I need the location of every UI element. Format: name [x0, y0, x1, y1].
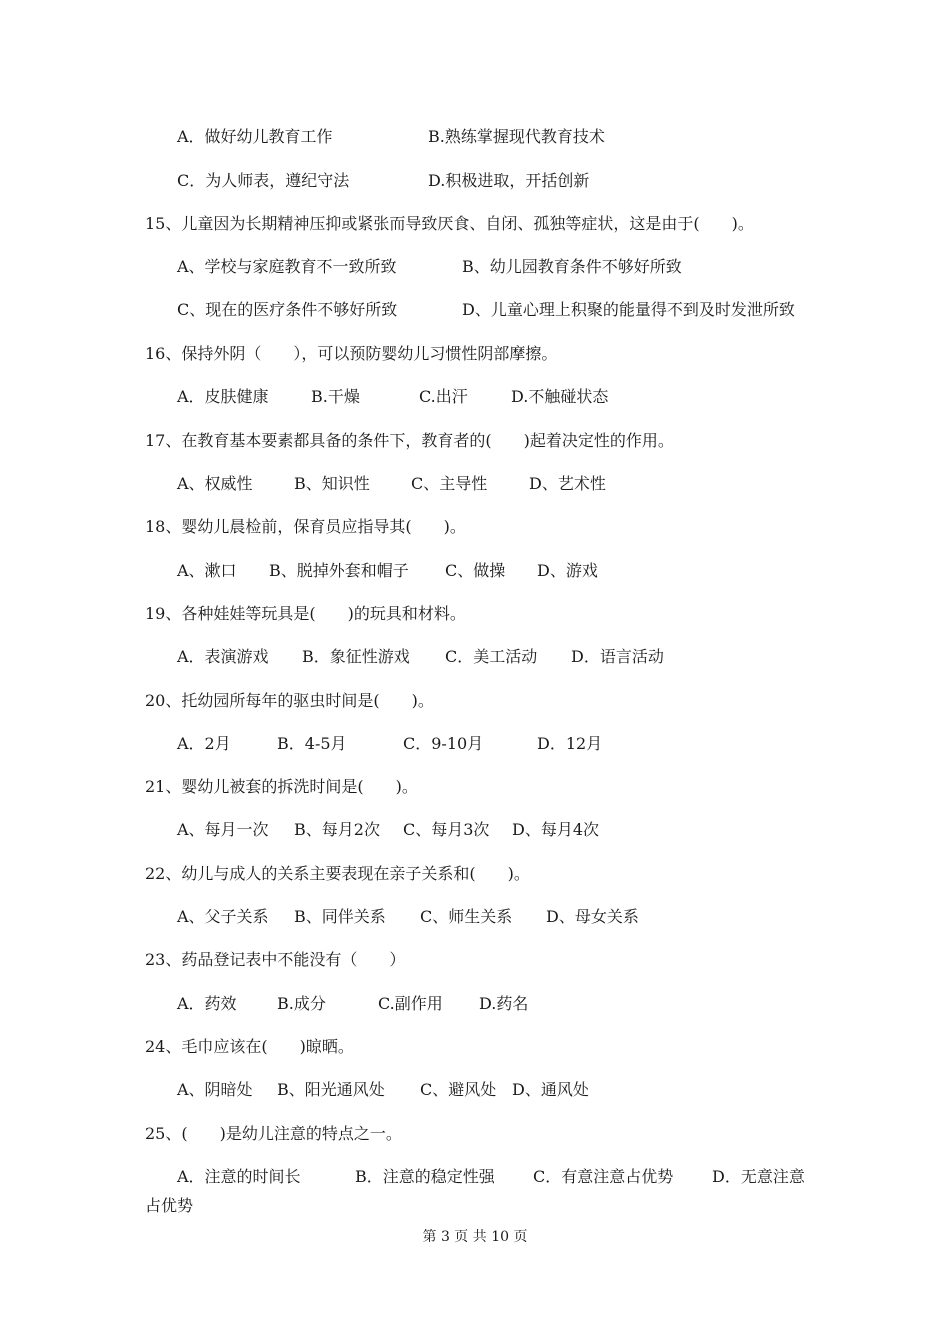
q25-option-c: C．有意注意占优势: [533, 1167, 674, 1186]
q18-option-b: B、脱掉外套和帽子: [269, 561, 409, 580]
q20-option-d: D．12月: [537, 734, 603, 753]
q25-stem: 25、( )是幼儿注意的特点之一。: [145, 1124, 402, 1143]
q22-option-c: C、师生关系: [420, 907, 513, 926]
q19-option-d: D．语言活动: [571, 647, 664, 666]
q15-stem: 15、儿童因为长期精神压抑或紧张而导致厌食、自闭、孤独等症状，这是由于( )。: [145, 214, 754, 233]
q24-option-d: D、通风处: [512, 1080, 589, 1099]
q24-option-c: C、避风处: [420, 1080, 497, 1099]
q25-option-b: B．注意的稳定性强: [355, 1167, 495, 1186]
q18-option-c: C、做操: [445, 561, 506, 580]
q19-stem: 19、各种娃娃等玩具是( )的玩具和材料。: [145, 604, 466, 623]
q15-option-b: B、幼儿园教育条件不够好所致: [462, 257, 682, 276]
q14-option-c: C．为人师表，遵纪守法: [177, 171, 350, 190]
q17-option-a: A、权威性: [177, 474, 253, 493]
q23-option-c: C.副作用: [378, 994, 443, 1013]
q21-option-b: B、每月2次: [294, 820, 380, 839]
q18-stem: 18、婴幼儿晨检前，保育员应指导其( )。: [145, 517, 466, 536]
page-number-footer: 第 3 页 共 10 页: [422, 1229, 528, 1245]
q16-stem: 16、保持外阴（ ），可以预防婴幼儿习惯性阴部摩擦。: [145, 344, 558, 363]
q19-option-c: C．美工活动: [445, 647, 538, 666]
q22-option-d: D、母女关系: [546, 907, 639, 926]
q25-option-a: A．注意的时间长: [177, 1167, 301, 1186]
q23-option-d: D.药名: [479, 994, 529, 1013]
q16-option-d: D.不触碰状态: [511, 387, 609, 406]
q16-option-c: C.出汗: [419, 387, 468, 406]
q14-option-a: A．做好幼儿教育工作: [177, 127, 333, 146]
q21-option-a: A、每月一次: [177, 820, 269, 839]
q20-option-c: C．9-10月: [403, 734, 484, 753]
q17-option-c: C、主导性: [411, 474, 488, 493]
q18-option-a: A、漱口: [177, 561, 237, 580]
q20-stem: 20、托幼园所每年的驱虫时间是( )。: [145, 691, 434, 710]
q15-option-d: D、儿童心理上积聚的能量得不到及时发泄所致: [462, 300, 795, 319]
q23-option-a: A．药效: [177, 994, 237, 1013]
q14-option-b: B.熟练掌握现代教育技术: [428, 127, 605, 146]
q24-option-b: B、阳光通风处: [277, 1080, 385, 1099]
q18-option-d: D、游戏: [537, 561, 598, 580]
q22-stem: 22、幼儿与成人的关系主要表现在亲子关系和( )。: [145, 864, 530, 883]
q19-option-b: B．象征性游戏: [302, 647, 410, 666]
q24-option-a: A、阴暗处: [177, 1080, 253, 1099]
q15-option-a: A、学校与家庭教育不一致所致: [177, 257, 397, 276]
q15-option-c: C、现在的医疗条件不够好所致: [177, 300, 398, 319]
q17-option-d: D、艺术性: [529, 474, 606, 493]
q21-option-c: C、每月3次: [403, 820, 490, 839]
q16-option-a: A．皮肤健康: [177, 387, 269, 406]
q23-option-b: B.成分: [277, 994, 326, 1013]
q22-option-b: B、同伴关系: [294, 907, 386, 926]
q25-option-d: D．无意注意: [712, 1167, 805, 1186]
q17-stem: 17、在教育基本要素都具备的条件下，教育者的( )起着决定性的作用。: [145, 431, 674, 450]
q14-option-d: D.积极进取，开括创新: [428, 171, 590, 190]
q23-stem: 23、药品登记表中不能没有（ ）: [145, 950, 406, 969]
q20-option-a: A．2月: [177, 734, 231, 753]
q25-option-d-continuation: 占优势: [145, 1196, 194, 1215]
q16-option-b: B.干燥: [311, 387, 360, 406]
q21-stem: 21、婴幼儿被套的拆洗时间是( )。: [145, 777, 418, 796]
q20-option-b: B．4-5月: [277, 734, 347, 753]
q21-option-d: D、每月4次: [512, 820, 600, 839]
q19-option-a: A．表演游戏: [177, 647, 269, 666]
q24-stem: 24、毛巾应该在( )晾晒。: [145, 1037, 354, 1056]
q22-option-a: A、父子关系: [177, 907, 269, 926]
q17-option-b: B、知识性: [294, 474, 370, 493]
